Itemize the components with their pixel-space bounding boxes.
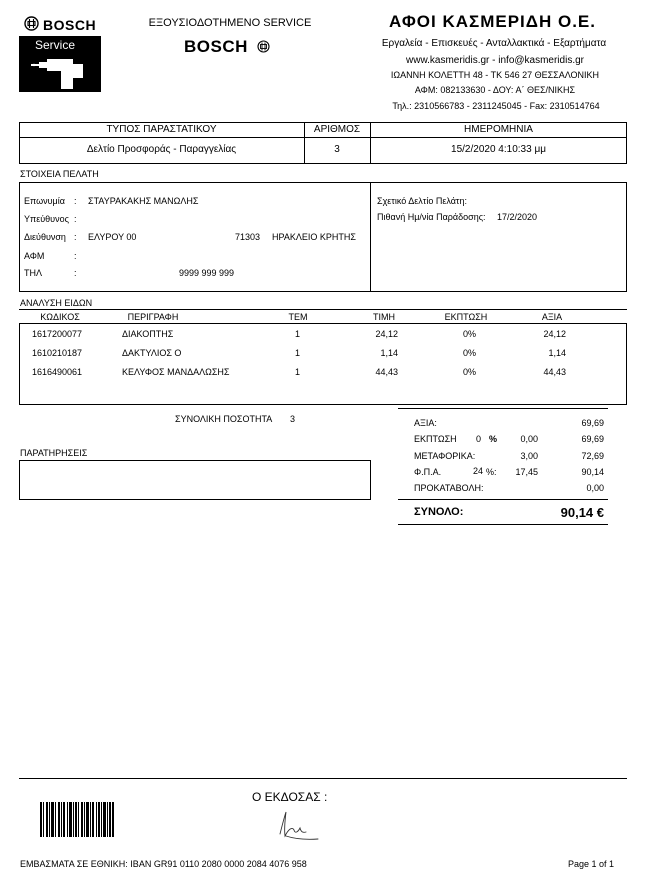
item-discount: 0% xyxy=(463,348,477,358)
item-qty: 1 xyxy=(295,329,301,339)
colon: : xyxy=(74,268,77,278)
item-value: 1,14 xyxy=(548,348,566,358)
bosch-armature-icon xyxy=(24,16,39,31)
grand-total-value: 90,14 € xyxy=(560,505,604,520)
advance-amount: 0,00 xyxy=(586,483,604,493)
company-activities: Εργαλεία - Επισκευές - Ανταλλακτικά - Εξαρτήματα xyxy=(381,38,607,49)
customer-address-value: ΕΛΥΡΟΥ 00 xyxy=(88,232,137,242)
col-header-discount: ΕΚΠΤΩΣΗ xyxy=(444,312,488,322)
bank-details: ΕΜΒΑΣΜΑΤΑ ΣΕ ΕΘΝΙΚΗ: IBAN GR91 0110 2080 0000 2084 4076 958 xyxy=(20,859,307,869)
company-address: ΙΩΑΝΝΗ ΚΟΛΕΤΤΗ 48 - ΤΚ 546 27 ΘΕΣΣΑΛΟΝΙΚΗ xyxy=(390,70,600,80)
discount-label: ΕΚΠΤΩΣΗ xyxy=(414,434,457,444)
colon: : xyxy=(74,214,77,224)
vat-percent: 24 xyxy=(473,466,484,476)
delivery-date-label: Πιθανή Ημ/νία Παράδοσης: xyxy=(377,212,486,222)
customer-responsible-label: Υπεύθυνος xyxy=(24,214,69,224)
signature xyxy=(272,806,322,842)
bosch-armature-small-icon xyxy=(257,40,270,53)
company-web: www.kasmeridis.gr - info@kasmeridis.gr xyxy=(406,55,584,66)
item-code: 1610210187 xyxy=(32,348,83,358)
related-doc-label: Σχετικό Δελτίο Πελάτη: xyxy=(377,196,467,206)
colon: : xyxy=(74,251,77,261)
authorized-service-label: ΕΞΟΥΣΙΟΔΟΤΗΜΕΝΟ SERVICE xyxy=(148,17,312,29)
item-discount: 0% xyxy=(463,367,477,377)
customer-section-title: ΣΤΟΙΧΕΙΑ ΠΕΛΑΤΗ xyxy=(20,169,99,179)
colon: : xyxy=(74,232,77,242)
vat-total: 90,14 xyxy=(581,467,604,477)
customer-afm-label: ΑΦΜ xyxy=(24,251,45,261)
vat-amount: 17,45 xyxy=(515,467,538,477)
item-qty: 1 xyxy=(295,367,301,377)
item-value: 24,12 xyxy=(543,329,566,339)
item-price: 44,43 xyxy=(375,367,398,377)
col-header-qty: ΤΕΜ xyxy=(288,312,308,322)
freight-label: ΜΕΤΑΦΟΡΙΚΑ: xyxy=(414,451,476,461)
value-amount: 69,69 xyxy=(581,418,604,428)
item-desc: ΔΙΑΚΟΠΤΗΣ xyxy=(122,329,174,339)
total-quantity-label: ΣΥΝΟΛΙΚΗ ΠΟΣΟΤΗΤΑ xyxy=(175,414,273,424)
item-desc: ΚΕΛΥΦΟΣ ΜΑΝΔΑΛΩΣΗΣ xyxy=(122,367,230,377)
item-price: 1,14 xyxy=(380,348,398,358)
item-code: 1616490061 xyxy=(32,367,83,377)
vat-percent-sign: %: xyxy=(486,467,497,477)
item-qty: 1 xyxy=(295,348,301,358)
col-header-code: ΚΩΔΙΚΟΣ xyxy=(40,312,80,322)
drill-icon xyxy=(31,55,91,91)
bosch-brand-text: BOSCH xyxy=(184,37,248,56)
logo-service-panel xyxy=(19,36,101,92)
freight-amount: 3,00 xyxy=(520,451,538,461)
grand-total-label: ΣΥΝΟΛΟ: xyxy=(414,506,464,518)
notes-label: ΠΑΡΑΤΗΡΗΣΕΙΣ xyxy=(20,448,88,458)
doc-number-header: ΑΡΙΘΜΟΣ xyxy=(313,124,361,135)
company-tax: ΑΦΜ: 082133630 - ΔΟΥ: Α΄ ΘΕΣ/ΝΙΚΗΣ xyxy=(414,85,576,95)
discount-total: 69,69 xyxy=(581,434,604,444)
doc-date-header: ΗΜΕΡΟΜΗΝΙΑ xyxy=(464,124,533,135)
customer-name-label: Επωνυμία xyxy=(24,196,65,206)
item-price: 24,12 xyxy=(375,329,398,339)
col-header-price: ΤΙΜΗ xyxy=(373,312,395,322)
logo-service-text: Service xyxy=(35,38,76,52)
customer-phone-label: ΤΗΛ xyxy=(24,268,43,278)
issuer-label: Ο ΕΚΔΟΣΑΣ : xyxy=(252,790,328,804)
discount-percent: 0 xyxy=(476,434,482,444)
vat-label: Φ.Π.Α. xyxy=(414,467,442,477)
barcode xyxy=(40,802,114,837)
freight-total: 72,69 xyxy=(581,451,604,461)
logo-brand-text: BOSCH xyxy=(43,17,97,33)
discount-amount: 0,00 xyxy=(520,434,538,444)
customer-name-value: ΣΤΑΥΡΑΚΑΚΗΣ ΜΑΝΩΛΗΣ xyxy=(88,196,199,206)
item-discount: 0% xyxy=(463,329,477,339)
company-name: ΑΦΟΙ ΚΑΣΜΕΡΙΔΗ Ο.Ε. xyxy=(389,12,596,31)
bosch-logo-top xyxy=(19,12,101,36)
customer-zip-value: 71303 xyxy=(235,232,261,242)
col-header-desc: ΠΕΡΙΓΡΑΦΗ xyxy=(127,312,179,322)
colon: : xyxy=(74,196,77,206)
total-quantity-value: 3 xyxy=(290,414,296,424)
doc-type-header: ΤΥΠΟΣ ΠΑΡΑΣΤΑΤΙΚΟΥ xyxy=(106,124,217,135)
item-desc: ΔΑΚΤΥΛΙΟΣ Ο xyxy=(122,348,182,358)
item-value: 44,43 xyxy=(543,367,566,377)
customer-address-label: Διεύθυνση xyxy=(24,232,66,242)
items-section-title: ΑΝΑΛΥΣΗ ΕΙΔΩΝ xyxy=(20,298,93,308)
percent-sign: % xyxy=(489,434,498,444)
doc-type-value: Δελτίο Προσφοράς - Παραγγελίας xyxy=(86,144,237,155)
advance-label: ΠΡΟΚΑΤΑΒΟΛΗ: xyxy=(414,483,484,493)
delivery-date-value: 17/2/2020 xyxy=(497,212,538,222)
notes-box xyxy=(19,460,371,500)
value-label: ΑΞΙΑ: xyxy=(414,418,437,428)
customer-phone-value: 9999 999 999 xyxy=(179,268,235,278)
page-number: Page 1 of 1 xyxy=(568,859,615,869)
customer-city-value: ΗΡΑΚΛΕΙΟ ΚΡΗΤΗΣ xyxy=(272,232,356,242)
company-phones: Τηλ.: 2310566783 - 2311245045 - Fax: 2310514764 xyxy=(392,101,600,111)
item-code: 1617200077 xyxy=(32,329,83,339)
col-header-value: ΑΞΙΑ xyxy=(541,312,563,322)
doc-number-value: 3 xyxy=(334,144,340,155)
bosch-service-logo xyxy=(19,12,101,92)
doc-date-value: 15/2/2020 4:10:33 μμ xyxy=(451,144,546,155)
